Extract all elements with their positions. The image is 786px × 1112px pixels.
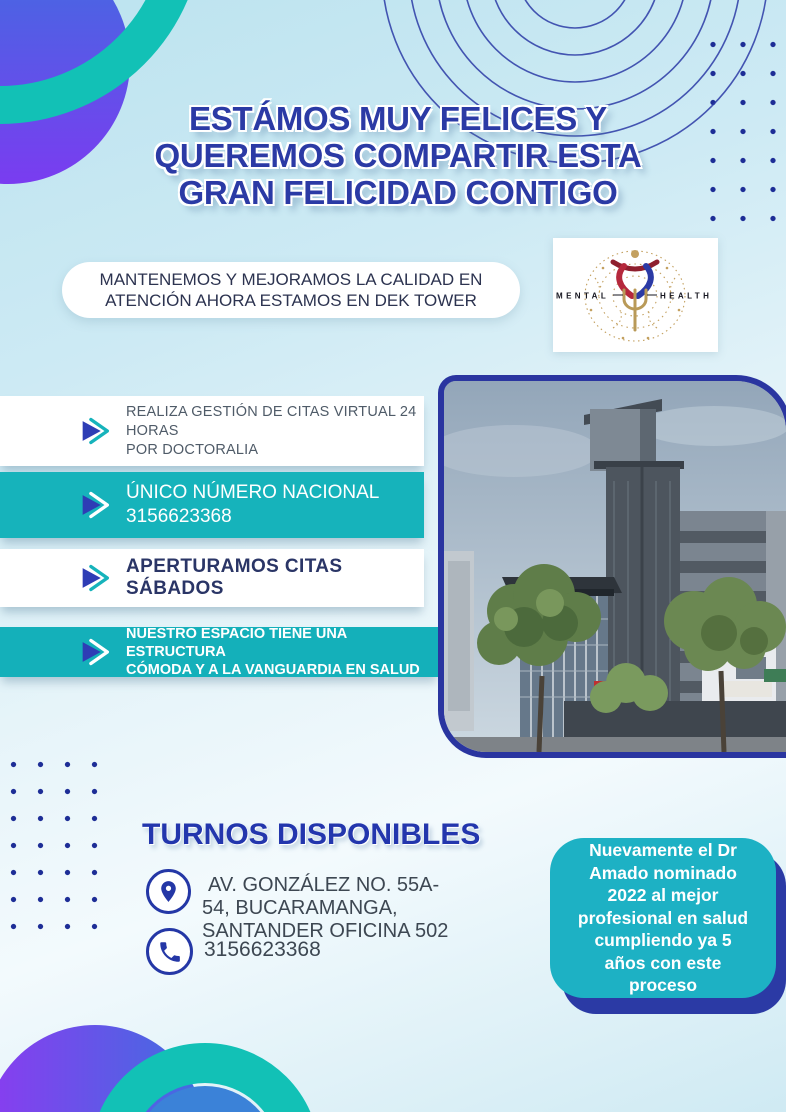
feature-text: APERTURAMOS CITAS SÁBADOS <box>126 556 343 599</box>
heading-line-1: ESTÁMOS MUY FELICES Y <box>189 100 607 137</box>
feature-text: ÚNICO NÚMERO NACIONAL 3156623368 <box>126 482 380 527</box>
mental-health-logo <box>553 238 718 352</box>
feature-text: NUESTRO ESPACIO TIENE UNA ESTRUCTURA CÓMODA Y A LA VANGUARDIA EN SALUD <box>126 626 420 678</box>
subheading-pill <box>62 262 520 318</box>
phone-icon <box>146 928 193 975</box>
feature-text: REALIZA GESTIÓN DE CITAS VIRTUAL 24 HORAS POR DOCTORALIA <box>126 403 417 458</box>
logo-text-mental: MENTAL <box>556 291 610 301</box>
dot-grid-left <box>0 751 108 940</box>
feature-banner-doctoralia <box>0 396 424 466</box>
award-box: Nuevamente el Dr Amado nominado 2022 al mejor profesional en salud cumpliendo ya 5 años con este proceso <box>550 838 776 998</box>
decorative-circles-bottom-left <box>0 980 330 1112</box>
phone-number: 3156623368 <box>204 938 321 961</box>
main-heading <box>110 100 686 211</box>
heading-line-2: QUEREMOS COMPARTIR ESTA <box>154 137 642 174</box>
turnos-heading: TURNOS DISPONIBLES <box>142 818 481 851</box>
arrow-icon <box>78 638 112 666</box>
address-text: AV. GONZÁLEZ NO. 55A- 54, BUCARAMANGA, SANTANDER OFICINA 502 <box>202 874 449 942</box>
subheading-text: MANTENEMOS Y MEJORAMOS LA CALIDAD EN ATENCIÓN AHORA ESTAMOS EN DEK TOWER <box>99 270 483 310</box>
feature-banner-space <box>0 627 438 677</box>
logo-head-dot <box>631 250 639 258</box>
arrow-icon <box>78 491 112 519</box>
location-pin-icon <box>146 869 191 914</box>
arrow-icon <box>78 417 112 445</box>
feature-banner-phone <box>0 472 424 538</box>
logo-text-health: HEALTH <box>660 291 713 301</box>
dek-tower-photo <box>438 375 786 758</box>
feature-banner-saturdays <box>0 549 424 607</box>
heading-line-3: GRAN FELICIDAD CONTIGO <box>178 174 618 211</box>
arrow-icon <box>78 564 112 592</box>
